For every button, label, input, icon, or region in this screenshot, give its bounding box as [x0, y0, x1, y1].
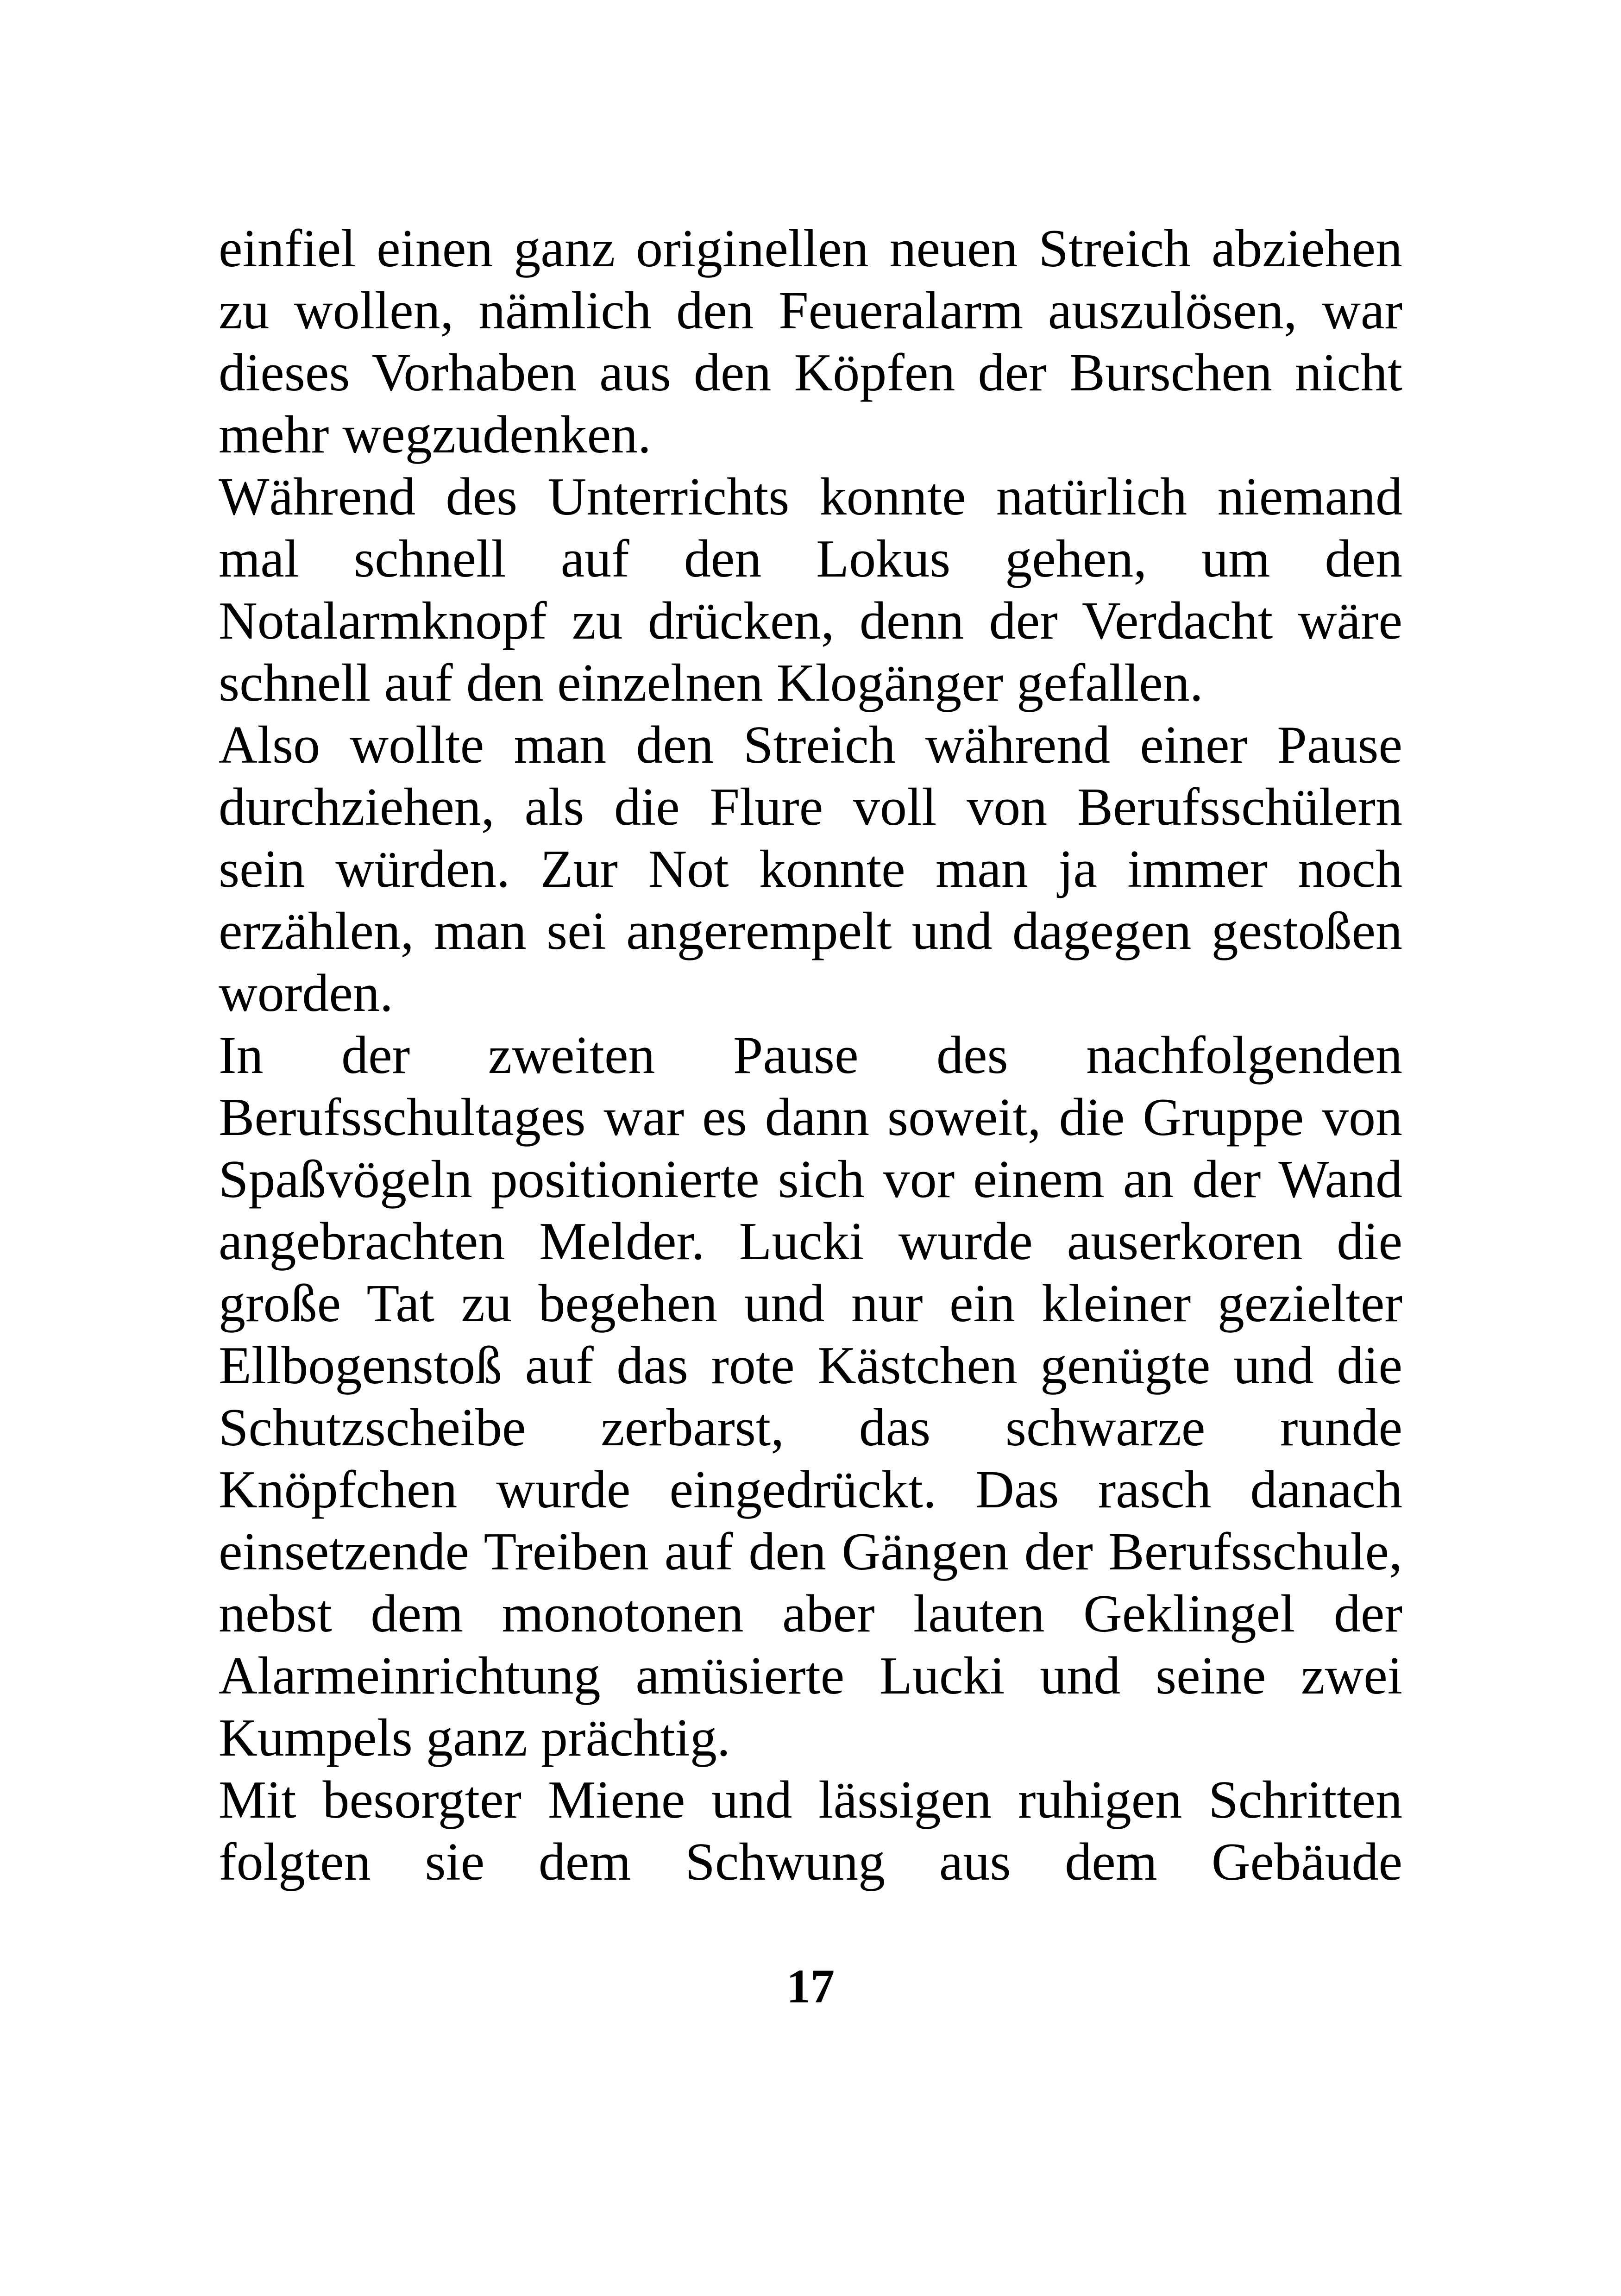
paragraph-3: Also wollte man den Streich während einer Pause durchziehen, als die Flure voll von Berufsschülern sein würden. Zur Not konnte man ja immer noch erzählen, man sei angerempelt und dagegen gestoßen worden. [219, 715, 1402, 1023]
page-number: 17 [786, 1960, 835, 2013]
paragraph-4: In der zweiten Pause des nachfolgenden Berufsschultages war es dann soweit, die Gruppe von Spaßvögeln positionierte sich vor einem an der Wand angebrachten Melder. Lucki wurde auserkoren die große Tat zu begehen und nur ein kleiner gezielter Ellbogenstoß auf das rote Kästchen genügte und die Schutzscheibe zerbarst, das schwarze runde Knöpfchen wurde eingedrückt. Das rasch danach einsetzende Treiben auf den Gängen der Berufsschule, nebst dem monotonen aber lauten Geklingel der Alarmeinrichtung amüsierte Lucki und seine zwei Kumpels ganz prächtig. [219, 1026, 1402, 1768]
paragraph-1: einfiel einen ganz originellen neuen Streich abziehen zu wollen, nämlich den Feueralarm auszulösen, war dieses Vorhaben aus den Köpfen der Burschen nicht mehr wegzudenken. [219, 219, 1402, 464]
paragraph-5: Mit besorgter Miene und lässigen ruhigen Schritten folgten sie dem Schwung aus dem Gebäude [219, 1770, 1402, 1892]
body-text [219, 218, 1402, 1893]
paragraph-2: Während des Unterrichts konnte natürlich niemand mal schnell auf den Lokus gehen, um den Notalarmknopf zu drücken, denn der Verdacht wäre schnell auf den einzelnen Klogänger gefallen. [219, 467, 1402, 713]
